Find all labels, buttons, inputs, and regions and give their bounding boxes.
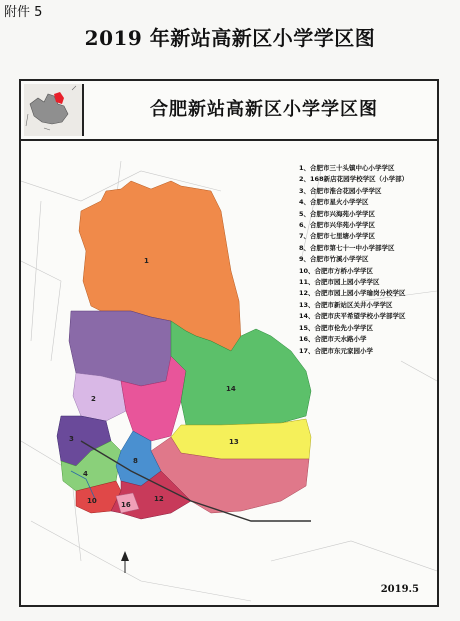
legend-item-12: 12、合肥市园上园小学瑜岗分校学区 (299, 289, 406, 298)
legend-item-16: 16、合肥市天水路小学 (299, 335, 367, 344)
map-frame (19, 79, 439, 607)
zone-label-13: 13 (229, 438, 239, 446)
page-title: 2019 年新站高新区小学学区图 (84, 26, 376, 50)
legend-item-4: 4、合肥市星火小学学区 (299, 198, 369, 207)
legend-item-1: 1、合肥市三十头镇中心小学学区 (299, 164, 395, 172)
north-arrow-icon (121, 551, 129, 573)
legend-item-14: 14、合肥市庆平希望学校小学部学区 (299, 312, 406, 321)
legend-item-8: 8、合肥市第七十一中小学部学区 (299, 243, 395, 252)
locator-inset-map (24, 84, 84, 136)
zone-14-green (171, 321, 311, 425)
legend-item-6: 6、合肥市兴华苑小学学区 (299, 221, 376, 230)
legend-item-5: 5、合肥市兴海苑小学学区 (299, 209, 376, 218)
zone-label-14: 14 (226, 385, 236, 393)
zone-label-1: 1 (144, 257, 149, 265)
legend-item-9: 9、合肥市竹溪小学学区 (299, 255, 369, 264)
zone-label-4: 4 (83, 470, 88, 478)
zone-label-2: 2 (91, 395, 96, 403)
locator-map-graphic (24, 84, 80, 132)
zone-label-10: 10 (87, 497, 97, 505)
legend-item-13: 13、合肥市新站区关井小学学区 (299, 300, 393, 309)
zone-13-yellow (171, 419, 311, 459)
zone-label-8: 8 (133, 457, 138, 465)
legend-item-2: 2、168新店花园学校学区（小学部） (299, 175, 409, 184)
legend-item-10: 10、合肥市方桥小学学区 (299, 266, 374, 275)
map-title: 合肥新站高新区小学学区图 (150, 99, 378, 120)
legend-list (299, 163, 439, 357)
legend-item-11: 11、合肥市园上园小学学区 (299, 278, 380, 287)
map-header (21, 81, 437, 141)
zone-label-12: 12 (154, 495, 164, 503)
legend-item-3: 3、合肥市淮合花园小学学区 (299, 186, 382, 195)
attachment-label: 附件 5 (4, 5, 43, 20)
map-date: 2019.5 (380, 584, 419, 595)
zone-lavender (73, 373, 126, 421)
legend-item-7: 7、合肥市七里塘小学学区 (299, 232, 376, 241)
zone-label-16: 16 (121, 501, 131, 509)
legend-item-15: 15、合肥市伦先小学学区 (299, 323, 374, 332)
legend-item-17: 17、合肥市东元家园小学 (299, 346, 374, 355)
zone-label-3: 3 (69, 435, 74, 443)
